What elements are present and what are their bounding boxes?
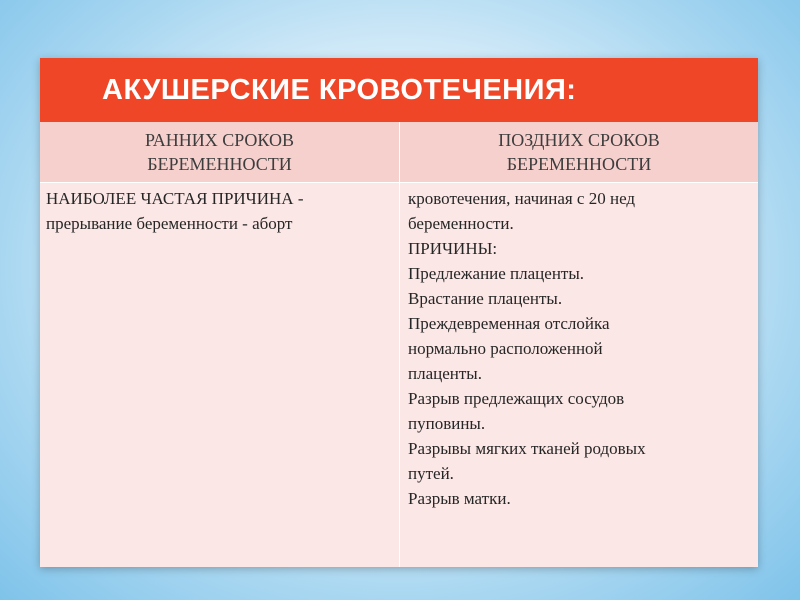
cell-line: Предлежание плаценты. — [408, 264, 585, 283]
cell-line: кровотечения, начиная с 20 нед — [408, 189, 636, 208]
cell-line: Преждевременная отслойка — [408, 314, 610, 333]
cell-line: Разрыв предлежащих сосудов — [408, 389, 625, 408]
cell-line: Разрывы мягких тканей родовых — [408, 439, 646, 458]
cell-line: ПРИЧИНЫ: — [408, 239, 498, 258]
header-early-term — [40, 122, 399, 182]
content-table — [40, 58, 758, 567]
header-line: БЕРЕМЕННОСТИ — [506, 154, 652, 174]
cell-line: прерывание беременности - аборт — [46, 214, 293, 233]
cell-line: путей. — [408, 464, 454, 483]
column-divider — [399, 122, 400, 567]
row-divider — [40, 182, 758, 183]
cell-line: плаценты. — [408, 364, 482, 383]
cell-line: НАИБОЛЕЕ ЧАСТАЯ ПРИЧИНА - — [46, 189, 304, 208]
cell-line: Разрыв матки. — [408, 489, 511, 508]
cell-line: беременности. — [408, 214, 514, 233]
table-title: АКУШЕРСКИЕ КРОВОТЕЧЕНИЯ: — [40, 58, 758, 122]
header-late-term — [400, 122, 758, 182]
header-line: ПОЗДНИХ СРОКОВ — [498, 130, 660, 150]
cell-early-term-causes — [46, 186, 396, 236]
cell-line: Врастание плаценты. — [408, 289, 563, 308]
cell-late-term-causes — [408, 186, 753, 511]
cell-line: пуповины. — [408, 414, 486, 433]
header-line: БЕРЕМЕННОСТИ — [147, 154, 292, 174]
cell-line: нормально расположенной — [408, 339, 603, 358]
header-line: РАННИХ СРОКОВ — [144, 130, 294, 150]
